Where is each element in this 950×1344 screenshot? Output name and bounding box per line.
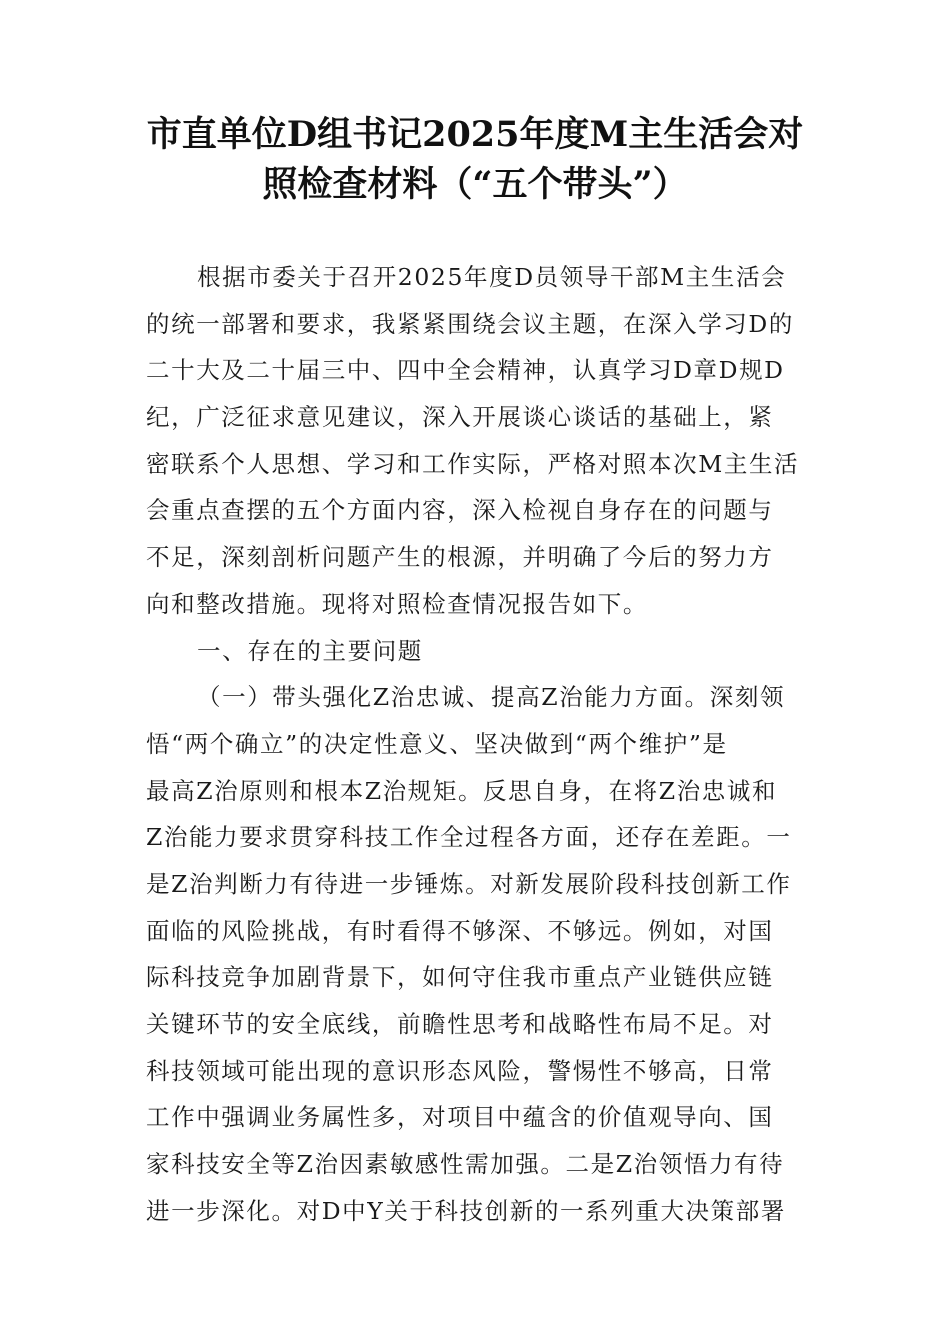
body-line: 悟“两个确立”的决定性意义、坚决做到“两个维护”是 xyxy=(146,729,728,758)
body-line: 一、存在的主要问题 xyxy=(197,636,423,665)
document-title xyxy=(0,110,950,210)
body-line: 工作中强调业务属性多，对项目中蕴含的价值观导向、国 xyxy=(146,1103,774,1132)
body-line: 关键环节的安全底线，前瞻性思考和战略性布局不足。对 xyxy=(146,1010,774,1038)
body-line: 二十大及二十届三中、四中全会精神，认真学习D章D规D xyxy=(146,356,785,385)
body-line: 家科技安全等Z治因素敏感性需加强。二是Z治领悟力有待 xyxy=(146,1150,785,1179)
body-line: 不足，深刻剖析问题产生的根源，并明确了今后的努力方 xyxy=(146,543,774,572)
body-line: （一）带头强化Z治忠诚、提高Z治能力方面。深刻领 xyxy=(197,683,786,712)
body-line: 际科技竞争加剧背景下，如何守住我市重点产业链供应链 xyxy=(146,963,774,992)
body-line: 面临的风险挑战，有时看得不够深、不够远。例如，对国 xyxy=(146,916,774,945)
body-line: 科技领域可能出现的意识形态风险，警惕性不够高，日常 xyxy=(146,1056,774,1085)
body-line: 进一步深化。对D中Y关于科技创新的一系列重大决策部署 xyxy=(146,1196,786,1225)
body-line: 根据市委关于召开2025年度D员领导干部M主生活会 xyxy=(197,263,787,291)
title-line-2: 照检查材料（“五个带头”） xyxy=(262,164,688,205)
title-line-1: 市直单位D组书记2025年度M主生活会对 xyxy=(146,114,804,155)
body-line: 密联系个人思想、学习和工作实际，严格对照本次M主生活 xyxy=(146,449,800,478)
body-line: 会重点查摆的五个方面内容，深入检视自身存在的问题与 xyxy=(146,496,774,525)
document-body xyxy=(146,254,810,1234)
body-line: Z治能力要求贯穿科技工作全过程各方面，还存在差距。一 xyxy=(146,823,792,852)
body-line: 是Z治判断力有待进一步锤炼。对新发展阶段科技创新工作 xyxy=(146,869,792,898)
body-line: 最高Z治原则和根本Z治规矩。反思自身，在将Z治忠诚和 xyxy=(146,776,778,805)
body-line: 纪，广泛征求意见建议，深入开展谈心谈话的基础上，紧 xyxy=(146,403,774,432)
body-line: 的统一部署和要求，我紧紧围绕会议主题，在深入学习D的 xyxy=(146,309,794,338)
body-line: 向和整改措施。现将对照检查情况报告如下。 xyxy=(146,589,648,618)
